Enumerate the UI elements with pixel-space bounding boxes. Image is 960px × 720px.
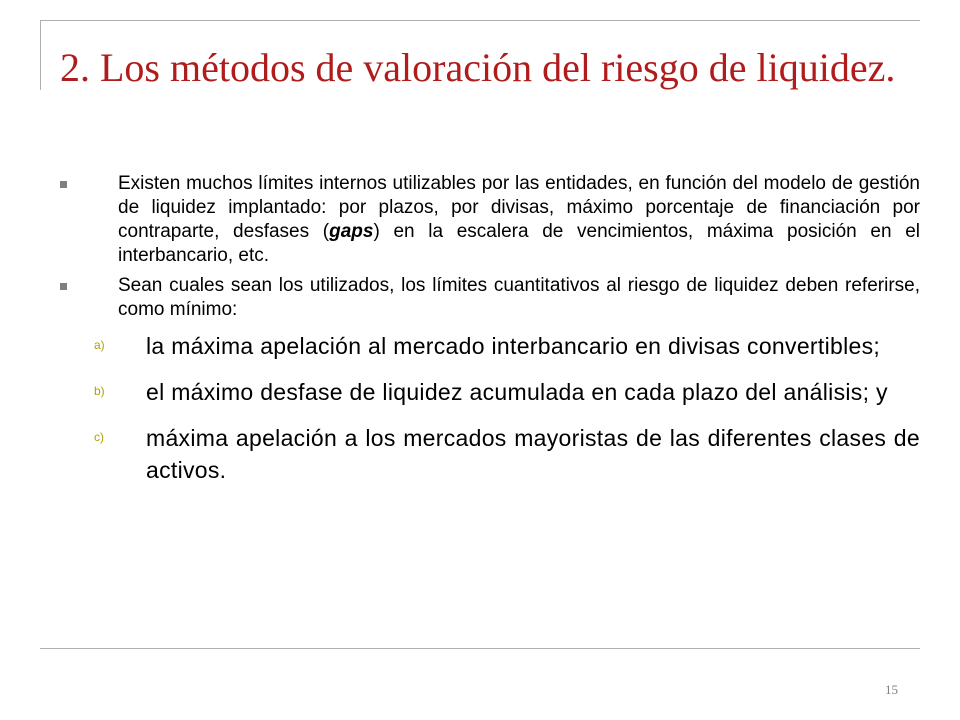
- bullet-text-1-part-2: ) en la escalera de vencimientos, máxima posición en el interbancario, etc.: [118, 221, 920, 266]
- bullet-item-1: [60, 172, 920, 268]
- bullet-text-1-part-1: Existen muchos límites internos utilizables por las entidades, en función del modelo de gestión de liquidez implantado: por plazos, por divisas, máximo porcentaje de financiación por contraparte, desfases (: [118, 173, 920, 242]
- subitem-marker-c: c): [94, 430, 104, 444]
- subitem-text-a: la máxima apelación al mercado interbancario en divisas convertibles;: [146, 333, 881, 359]
- slide-body: [60, 172, 920, 500]
- subitem-marker-a: a): [94, 338, 105, 352]
- square-bullet-icon: [60, 181, 67, 188]
- subitem-a: [60, 330, 920, 362]
- top-rule: [40, 20, 920, 21]
- subitem-text-b: el máximo desfase de liquidez acumulada en cada plazo del análisis; y: [146, 379, 888, 405]
- bullet-item-2: [60, 274, 920, 322]
- bottom-rule: [40, 648, 920, 649]
- subitem-c: [60, 422, 920, 486]
- page-number: 15: [885, 682, 898, 697]
- subitem-text-c: máxima apelación a los mercados mayoristas de las diferentes clases de activos.: [146, 425, 920, 483]
- slide-title: 2. Los métodos de valoración del riesgo de liquidez.: [60, 45, 896, 90]
- left-rule: [40, 20, 41, 90]
- square-bullet-icon: [60, 283, 67, 290]
- emphasis-gaps: gaps: [329, 221, 374, 242]
- bullet-text-1: [118, 172, 920, 268]
- subitem-marker-b: b): [94, 384, 105, 398]
- bullet-text-2: Sean cuales sean los utilizados, los límites cuantitativos al riesgo de liquidez deben referirse, como mínimo:: [118, 275, 920, 320]
- subitem-b: [60, 376, 920, 408]
